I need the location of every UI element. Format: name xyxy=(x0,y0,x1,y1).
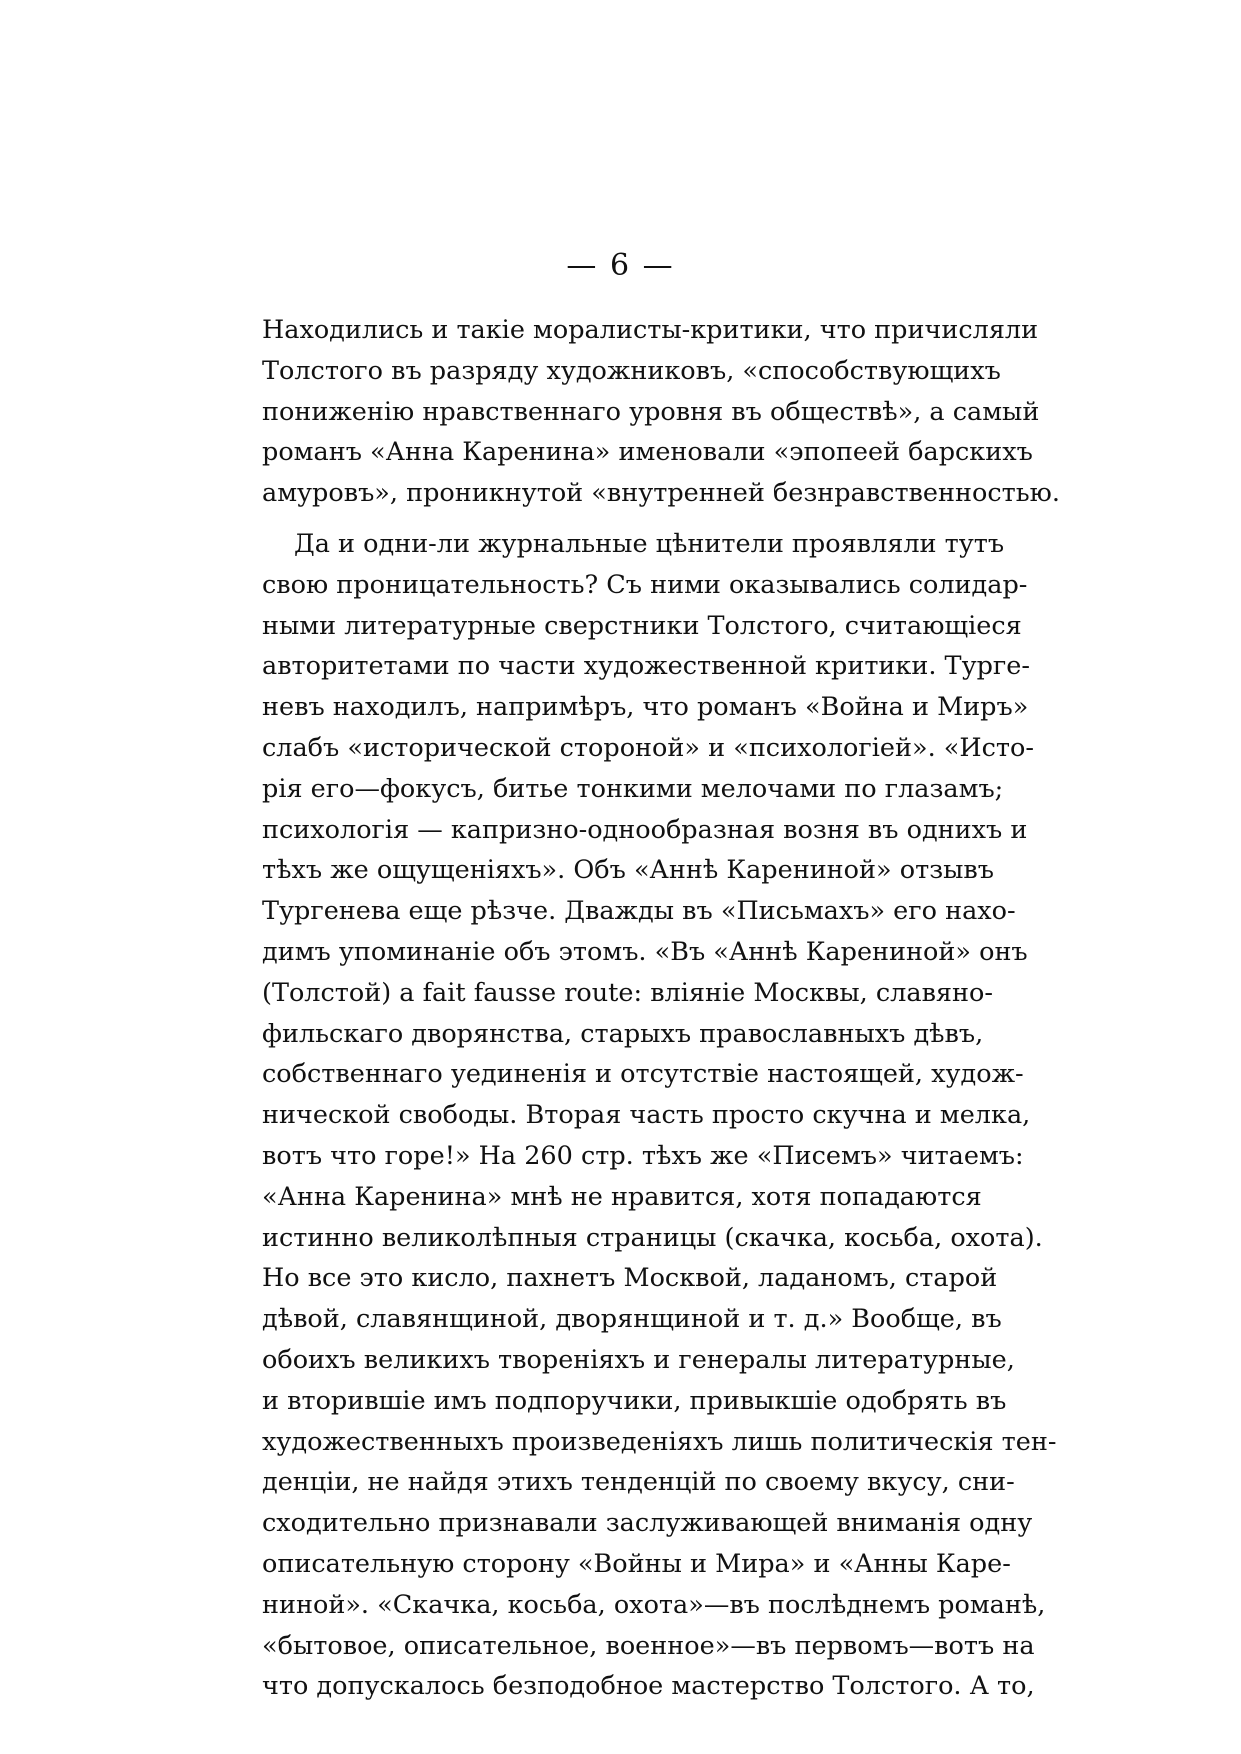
text-line: ниной». «Скачка, косьба, охота»—въ послѣднемъ романѣ, xyxy=(262,1589,1046,1620)
text-line: вотъ что горе!» На 260 стр. тѣхъ же «Писемъ» читаемъ: xyxy=(262,1140,1024,1171)
text-line: слабъ «исторической стороной» и «психологіей». «Исто- xyxy=(262,732,1034,763)
text-line: рія его—фокусъ, битье тонкими мелочами по глазамъ; xyxy=(262,773,1004,804)
text-line: фильскаго дворянства, старыхъ православныхъ дѣвъ, xyxy=(262,1018,984,1049)
text-line: романъ «Анна Каренина» именовали «эпопеей барскихъ xyxy=(262,437,1033,468)
text-line: ными литературные сверстники Толстого, считающіеся xyxy=(262,610,1022,641)
text-line: и вторившіе имъ подпоручики, привыкшіе одобрять въ xyxy=(262,1385,1007,1416)
text-line: свою проницательность? Съ ними оказывались солидар- xyxy=(262,569,1028,600)
text-line: истинно великолѣпныя страницы (скачка, косьба, охота). xyxy=(262,1222,1043,1253)
text-line: сходительно признавали заслуживающей вниманія одну xyxy=(262,1508,1033,1539)
text-line: Толстого въ разряду художниковъ, «способствующихъ xyxy=(262,355,1001,386)
text-line: невъ находилъ, напримѣръ, что романъ «Война и Миръ» xyxy=(262,692,1029,723)
text-line: Но все это кисло, пахнетъ Москвой, ладаномъ, старой xyxy=(262,1263,998,1294)
text-line: художественныхъ произведеніяхъ лишь политическія тен- xyxy=(262,1426,1057,1457)
text-line: тѣхъ же ощущеніяхъ». Объ «Аннѣ Карениной» отзывъ xyxy=(262,855,994,886)
text-line: дѣвой, славянщиной, дворянщиной и т. д.» Вообще, въ xyxy=(262,1304,1002,1335)
text-line: амуровъ», проникнутой «внутренней безнравственностью. xyxy=(262,478,1060,509)
text-line: обоихъ великихъ твореніяхъ и генералы литературные, xyxy=(262,1344,1015,1375)
body-text xyxy=(262,310,1060,1707)
text-line: что допускалось безподобное мастерство Толстого. А то, xyxy=(262,1671,1035,1702)
text-line: «Анна Каренина» мнѣ не нравится, хотя попадаются xyxy=(262,1181,982,1212)
text-line: психологія — капризно-однообразная возня въ однихъ и xyxy=(262,814,1028,845)
text-line: Находились и такіе моралисты-критики, что причисляли xyxy=(262,315,1039,345)
paragraph-1 xyxy=(262,310,1060,514)
text-line: денціи, не найдя этихъ тенденцій по своему вкусу, сни- xyxy=(262,1467,1015,1498)
text-line: собственнаго уединенія и отсутствіе настоящей, худож- xyxy=(262,1059,1024,1090)
text-line: описательную сторону «Войны и Мира» и «Анны Каре- xyxy=(262,1548,1011,1579)
page-number: — 6 — xyxy=(566,248,675,283)
text-line: Да и одни-ли журнальные цѣнители проявляли тутъ xyxy=(294,528,1005,559)
text-line: авторитетами по части художественной критики. Турге- xyxy=(262,651,1030,682)
text-line: пониженію нравственнаго уровня въ обществѣ», а самый xyxy=(262,396,1040,427)
text-line: «бытовое, описательное, военное»—въ первомъ—вотъ на xyxy=(262,1630,1035,1661)
text-line: (Толстой) a fait fausse route: вліяніе Москвы, славяно- xyxy=(262,977,993,1008)
paragraph-2 xyxy=(262,524,1057,1707)
text-line: нической свободы. Вторая часть просто скучна и мелка, xyxy=(262,1100,1031,1131)
text-line: димъ упоминаніе объ этомъ. «Въ «Аннѣ Карениной» онъ xyxy=(262,936,1028,967)
text-line: Тургенева еще рѣзче. Дважды въ «Письмахъ» его нахо- xyxy=(262,896,1016,927)
